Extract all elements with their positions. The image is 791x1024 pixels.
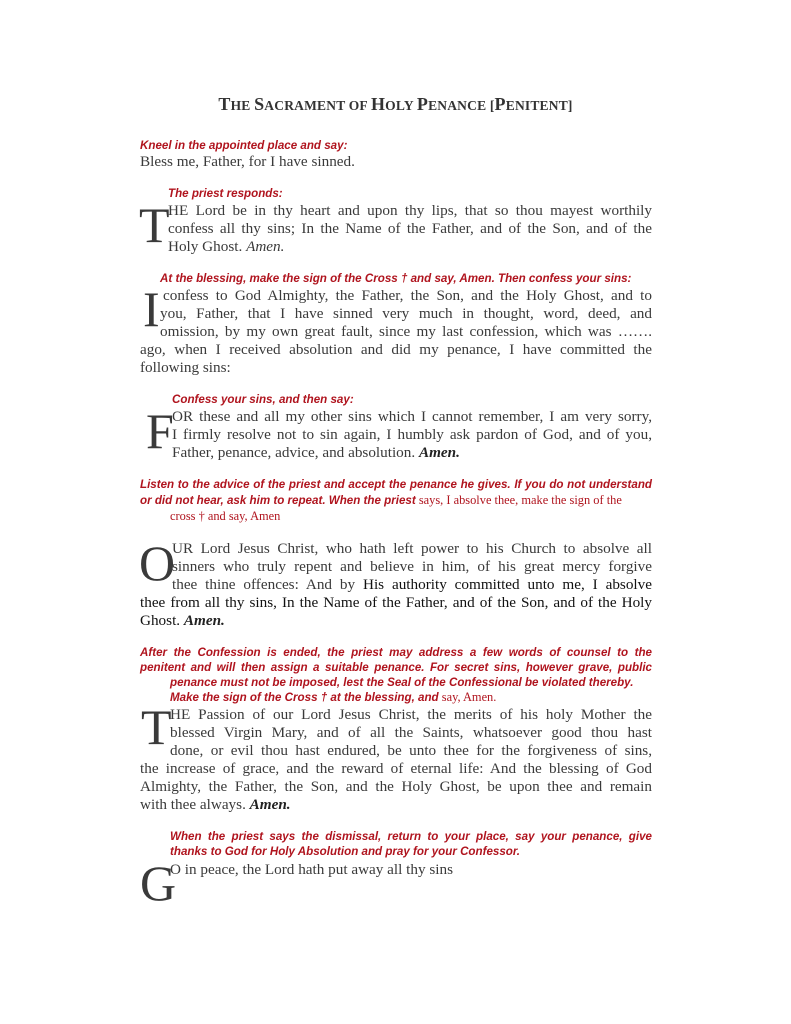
- dropcap-i: I: [143, 281, 160, 337]
- rubric-after-confession-1: After the Confession is ended, the priest may address a few words of counsel to the: [140, 646, 652, 659]
- rubric-kneel: Kneel in the appointed place and say:: [140, 139, 348, 152]
- dropcap-f: F: [146, 403, 174, 459]
- passion-line-6: with thee always. Amen.: [140, 796, 291, 813]
- passion-line-2: blessed Virgin Mary, and of all the Saints, whatsoever good thou hast: [170, 724, 652, 741]
- rubric-listen-3: cross † and say, Amen: [170, 509, 281, 523]
- absolution-line-3: thee thine offences: And by His authority committed unto me, I absolve: [172, 576, 652, 593]
- rubric-after-confession-2: penitent and will then assign a suitable penance. For secret sins, however grave, public: [140, 661, 652, 674]
- contrition-line-1: OR these and all my other sins which I cannot remember, I am very sorry,: [172, 408, 652, 425]
- passion-line-3: done, or evil thou hast endured, be unto thee for the forgiveness of sins,: [170, 742, 652, 759]
- rubric-after-confession-4: Make the sign of the Cross † at the blessing, and say, Amen.: [170, 690, 497, 704]
- dropcap-g: G: [140, 855, 177, 911]
- confiteor-line-3: omission, by my own great fault, since my last confession, which was …….: [160, 323, 652, 340]
- rubric-confess-sins: Confess your sins, and then say:: [172, 393, 354, 406]
- passion-line-5: Almighty, the Father, the Son, and the Holy Ghost, be upon thee and remain: [140, 778, 652, 795]
- absolution-line-5: Ghost. Amen.: [140, 612, 225, 629]
- passion-line-1: HE Passion of our Lord Jesus Christ, the merits of his holy Mother the: [170, 706, 652, 723]
- confiteor-line-1: confess to God Almighty, the Father, the Son, and the Holy Ghost, and to: [163, 287, 652, 304]
- rubric-priest-responds: The priest responds:: [168, 187, 283, 200]
- confiteor-line-2: you, Father, that I have sinned very much in thought, word, deed, and: [160, 305, 652, 322]
- confiteor-line-5: following sins:: [140, 359, 231, 376]
- rubric-dismissal-2: thanks to God for Holy Absolution and pray for your Confessor.: [170, 845, 520, 858]
- rubric-listen-2: or did not hear, ask him to repeat. When the priest says, I absolve thee, make the sign of the: [140, 493, 622, 507]
- absolution-line-2: sinners who truly repent and believe in him, of his great mercy forgive: [172, 558, 652, 575]
- blessing-line-1: HE Lord be in thy heart and upon thy lips, that so thou mayest worthily: [168, 202, 652, 219]
- bless-me-text: Bless me, Father, for I have sinned.: [140, 153, 355, 170]
- confiteor-line-4: ago, when I received absolution and did my penance, I have committed the: [140, 341, 652, 358]
- contrition-line-3: Father, penance, advice, and absolution. Amen.: [172, 444, 460, 461]
- contrition-line-2: I firmly resolve not to sin again, I humbly ask pardon of God, and of you,: [172, 426, 652, 443]
- dropcap-t-passion: T: [141, 699, 172, 755]
- blessing-line-2: confess all thy sins; In the Name of the Father, and of the Son, and of the: [168, 220, 652, 237]
- absolution-line-1: UR Lord Jesus Christ, who hath left power to his Church to absolve all: [172, 540, 652, 557]
- rubric-listen-1: Listen to the advice of the priest and accept the penance he gives. If you do not understand: [140, 478, 652, 491]
- dismissal-text: O in peace, the Lord hath put away all thy sins: [170, 861, 454, 878]
- dropcap-t: T: [139, 197, 170, 253]
- page-title: THE SACRAMENT OF HOLY PENANCE [PENITENT]: [218, 94, 573, 114]
- rubric-after-confession-3: penance must not be imposed, lest the Seal of the Confessional be violated thereby.: [170, 676, 634, 689]
- absolution-line-4: thee from all thy sins, In the Name of the Father, and of the Son, and of the Holy: [140, 594, 652, 611]
- rubric-sign-of-cross: At the blessing, make the sign of the Cross † and say, Amen. Then confess your sins:: [160, 272, 632, 285]
- passion-line-4: the increase of grace, and the reward of eternal life: And the blessing of God: [140, 760, 652, 777]
- dropcap-o: O: [139, 535, 176, 591]
- blessing-line-3: Holy Ghost. Amen.: [168, 238, 285, 255]
- rubric-dismissal-1: When the priest says the dismissal, return to your place, say your penance, give: [170, 830, 652, 843]
